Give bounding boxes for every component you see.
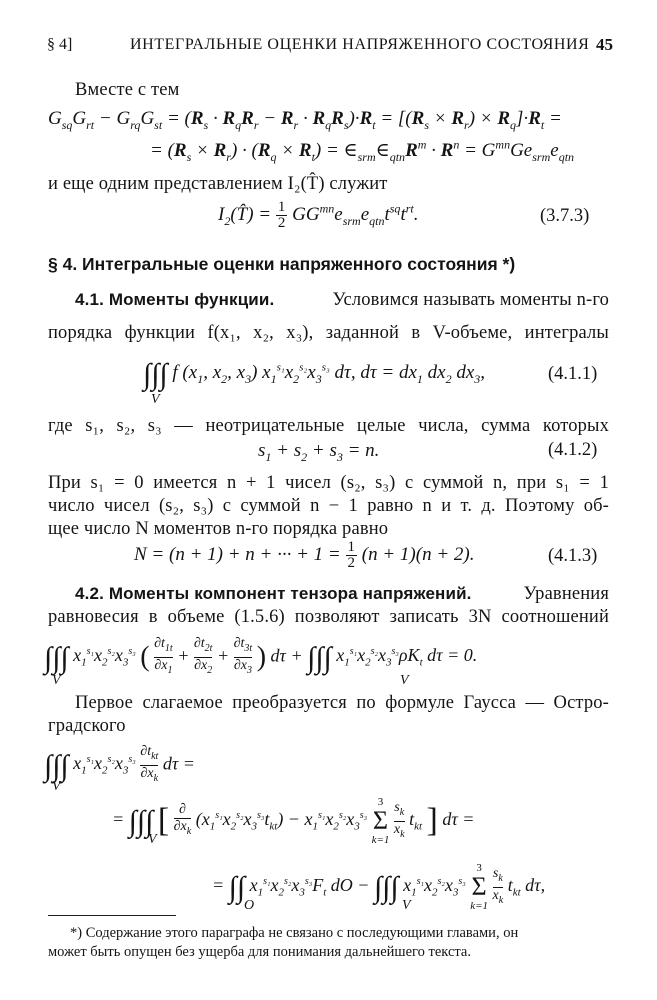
equation-gauss-line3-domain-v: V (402, 898, 411, 913)
equation-equilibrium: ∫∫∫ $x_1^{s_1}x_2^{s_2}x_3^{s_3}$ ( $\frac{\partial t_{1t}}{\partial x_1}$ + $\frac{\partial t_{2t}}{\partial x_2}$ + $\frac{\partial t_{3t}}{\partial x_3}$ ) dτ + ∫∫∫ $x_1^{s_1}x_2^{s_2}x_3^{s_3}\rho K_t$ dτ = 0. (44, 636, 478, 676)
equation-number-4-1-1: (4.1.1) (548, 364, 598, 384)
subsection-4-1-line1 (75, 290, 609, 311)
text-gauss-line2: градского (48, 716, 126, 736)
equation-gauss-line3-domain-o: O (244, 898, 255, 913)
text-gauss-line1: Первое слагаемое преобразуется по формуле Гаусса — Остро- (75, 693, 609, 713)
equation-g-line1: $G_{sq}G_{rt} - G_{rq}G_{st} = (R_s \cdot R_qR_r - R_r \cdot R_qR_s)\cdot R_t = [(R_s \times R_r) \times R_q]\cdot R_t$ = (48, 108, 562, 132)
equation-4-1-2: $s_1 + s_2 + s_3 = n$. (258, 440, 380, 464)
equation-gauss-line1: ∫∫∫ $x_1^{s_1}x_2^{s_2}x_3^{s_3}$ $\partial t_{kt}$ $\partial x_k$ dτ = (44, 744, 195, 784)
equation-g-line2: = $(R_s \times R_r) \cdot (R_q \times R_t)$ = $\in_{srm}\in_{qtn}R^m \cdot R^n = G^{mn}Ge_{srm}e_{qtn}$ (150, 138, 575, 165)
page-number: 45 (596, 35, 613, 54)
equation-number-4-1-2: (4.1.2) (548, 440, 598, 460)
subsection-4-2-title: 4.2. Моменты компонент тензора напряжений. (75, 584, 472, 603)
subsection-4-2-line1 (75, 584, 609, 605)
footnote-rule (48, 915, 176, 916)
text-4-1-line2: порядка функции f(x₁, x₂, x₃), заданной в V-объеме, интегралы (48, 323, 609, 343)
text-where: где s₁, s₂, s₃ — неотрицательные целые числа, сумма которых (48, 416, 609, 436)
equation-gauss-line2-domain: V (148, 832, 157, 847)
equation-gauss-line3: = ∫∫ $x_1^{s_1}x_2^{s_2}x_3^{s_3}F_t$ dO − ∫∫∫ $x_1^{s_1}x_2^{s_2}x_3^{s_3}$ 3 Σ k=1 $\frac{s_k}{x_k}$ $t_{kt}$ dτ, (212, 862, 546, 912)
subsection-4-1-title: 4.1. Моменты функции. (75, 290, 275, 309)
section-heading: § 4. Интегральные оценки напряженного состояния *) (48, 254, 516, 274)
equation-4-1-3: N = (n + 1) + n + ··· + 1 = $\frac{1}{2}$ (n + 1)(n + 2). (134, 539, 475, 571)
equation-gauss-line2: = ∫∫∫ [ ∂ $\partial x_k$ $(x_1^{s_1}x_2^{s_2}x_3^{s_3}t_{kt}) - x_1^{s_1}x_2^{s_2}x_3^{s_3}$ 3 Σ k=1 $\frac{s_k}{x_k}$ $t_{kt}$ ] dτ = (112, 796, 475, 846)
footnote-line1: *) Содержание этого параграфа не связано с последующими главами, он (70, 925, 519, 941)
equation-equilibrium-domain-1: V (52, 673, 61, 688)
equation-gauss-line1-domain: V (52, 779, 61, 794)
subsection-4-2-text: Уравнения (523, 584, 609, 604)
paragraph-moments-line2: число чисел (s₂, s₃) с суммой n − 1 равно n и т. д. Поэтому об- (48, 496, 609, 516)
equation-4-1-1: ∫∫∫ f ($x_1$, $x_2$, $x_3$) $x_1^{s_1}x_2^{s_2}x_3^{s_3}$ dτ, $d\tau = dx_1$ $dx_2$ $dx_3$, (143, 358, 486, 391)
paragraph-moments-line1: При s₁ = 0 имеется n + 1 чисел (s₂, s₃) с суммой n, при s₁ = 1 (48, 473, 609, 493)
intro-text: Вместе с тем (75, 80, 180, 100)
equation-number-3-7-3: (3.7.3) (540, 206, 590, 226)
subsection-4-1-text: Условимся называть моменты n-го (332, 290, 609, 310)
equation-equilibrium-domain-2: V (400, 673, 409, 688)
equation-3-7-3: $I_2(T̂)$ = $\frac{1}{2}$ $GG^{mn}e_{srm}e_{qtn}t^{sq}t^{rt}$. (218, 199, 419, 231)
header-section-ref: § 4] (47, 36, 73, 53)
paragraph-moments-line3: щее число N моментов n-го порядка равно (48, 519, 389, 539)
equation-4-1-1-domain: V (151, 392, 160, 407)
footnote-line2: может быть опущен без ущерба для понимания дальнейшего текста. (48, 944, 471, 960)
running-title: ИНТЕГРАЛЬНЫЕ ОЦЕНКИ НАПРЯЖЕННОГО СОСТОЯНИЯ (130, 36, 590, 53)
equation-number-4-1-3: (4.1.3) (548, 546, 598, 566)
text-4-2-line2: равновесия в объеме (1.5.6) позволяют записать 3N соотношений (48, 607, 609, 627)
text-representation: и еще одним представлением I₂(T̂) служит (48, 174, 388, 194)
